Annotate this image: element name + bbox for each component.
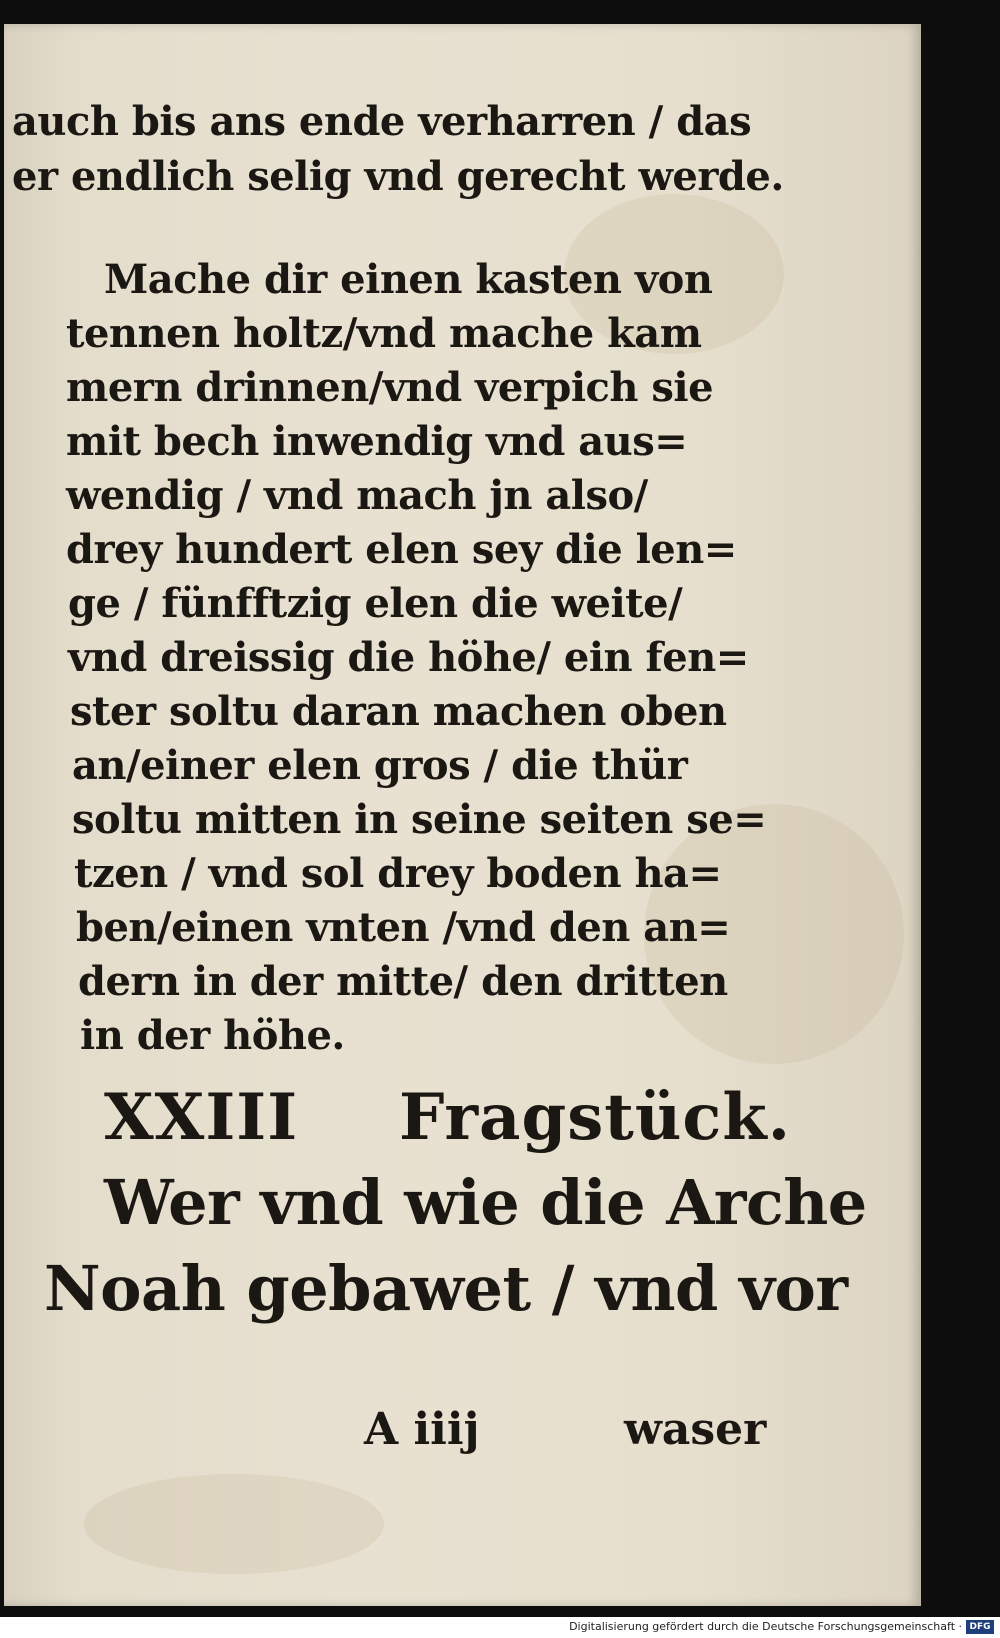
text-line: auch bis ans ende verharren / das xyxy=(12,98,752,145)
text-line: tennen holtz/vnd mache kam xyxy=(66,310,702,357)
text-line: ge / fünfftzig elen die weite/ xyxy=(68,580,683,627)
text-line: mern drinnen/vnd verpich sie xyxy=(66,364,714,411)
text-line: wendig / vnd mach jn also/ xyxy=(66,472,648,519)
dfg-logo: DFG xyxy=(966,1620,994,1634)
paper-stain xyxy=(84,1474,384,1574)
text-line: er endlich selig vnd gerecht werde. xyxy=(12,153,784,200)
footer-credit: Digitalisierung gefördert durch die Deutsche Forschungsgemeinschaft · xyxy=(569,1620,962,1633)
text-line: vnd dreissig die höhe/ ein fen= xyxy=(68,634,749,681)
text-line: an/einer elen gros / die thür xyxy=(72,742,688,789)
text-line: soltu mitten in seine seiten se= xyxy=(72,796,767,843)
signature-mark: A iiij xyxy=(364,1404,480,1455)
book-page xyxy=(4,24,921,1606)
text-line: ster soltu daran machen oben xyxy=(70,688,727,735)
text-line: dern in der mitte/ den dritten xyxy=(78,958,728,1005)
text-line: ben/einen vnten /vnd den an= xyxy=(76,904,731,951)
footer-bar xyxy=(0,1617,1000,1638)
section-number: XXIII xyxy=(104,1080,299,1155)
heading-line: Wer vnd wie die Arche xyxy=(104,1166,867,1239)
text-line: mit bech inwendig vnd aus= xyxy=(66,418,688,465)
section-title: Fragstück. xyxy=(399,1080,791,1155)
catchword: waser xyxy=(624,1404,767,1455)
text-line: tzen / vnd sol drey boden ha= xyxy=(74,850,722,897)
text-line: Mache dir einen kasten von xyxy=(104,256,713,303)
text-line: drey hundert elen sey die len= xyxy=(66,526,737,573)
heading-line: Noah gebawet / vnd vor xyxy=(44,1252,848,1325)
text-line: in der höhe. xyxy=(80,1012,345,1059)
